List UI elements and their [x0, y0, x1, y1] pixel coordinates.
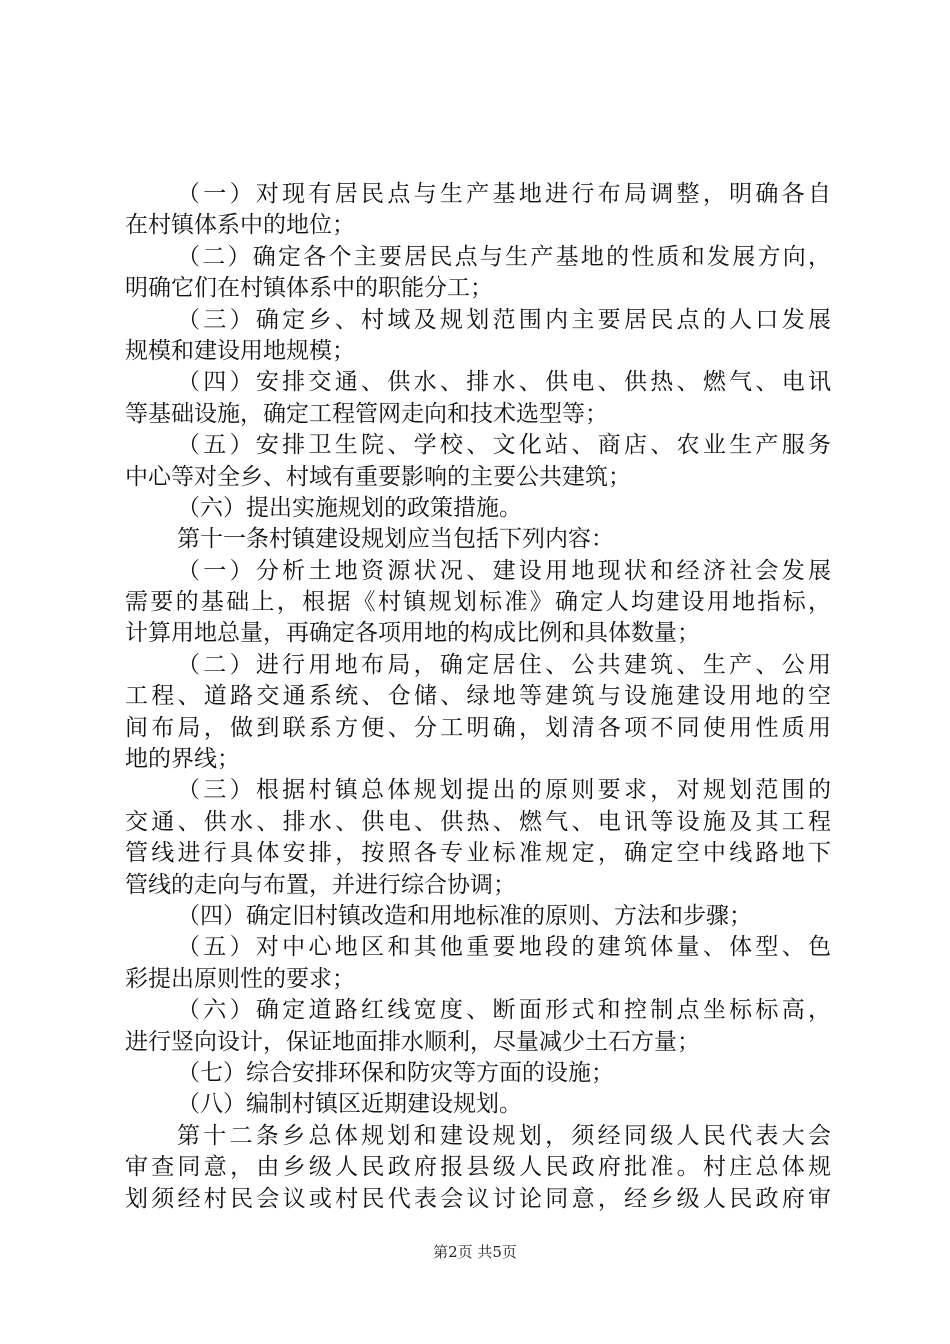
text-line: （三）根据村镇总体规划提出的原则要求，对规划范围的 — [177, 777, 831, 804]
paragraph — [125, 1058, 831, 1089]
text-line: 明确它们在村镇体系中的职能分工； — [125, 275, 493, 302]
text-line: 彩提出原则性的要求； — [125, 965, 355, 992]
text-line: 间布局，做到联系方便、分工明确，划清各项不同使用性质用 — [125, 714, 831, 741]
text-line: 第十二条乡总体规划和建设规划，须经同级人民代表大会 — [177, 1122, 831, 1149]
text-line: （五）对中心地区和其他重要地段的建筑体量、体型、色 — [177, 934, 831, 961]
text-line: （六）提出实施规划的政策措施。 — [177, 494, 522, 521]
document-body — [125, 179, 831, 1215]
paragraph — [125, 995, 831, 1058]
text-line: （四）安排交通、供水、排水、供电、供热、燃气、电讯 — [177, 369, 831, 396]
text-line: （一）分析土地资源状况、建设用地现状和经济社会发展 — [177, 557, 831, 584]
paragraph — [125, 556, 831, 650]
text-line: （六）确定道路红线宽度、断面形式和控制点坐标标高， — [177, 997, 831, 1024]
text-line: 交通、供水、排水、供电、供热、燃气、电讯等设施及其工程 — [125, 808, 831, 835]
text-line: （一）对现有居民点与生产基地进行布局调整，明确各自 — [177, 181, 831, 207]
paragraph — [125, 775, 831, 901]
text-line: 规模和建设用地规模； — [125, 337, 355, 364]
text-line: （二）确定各个主要居民点与生产基地的性质和发展方向， — [177, 243, 831, 270]
text-line: 等基础设施，确定工程管网走向和技术选型等； — [125, 400, 608, 427]
paragraph — [125, 1089, 831, 1120]
text-line: 进行竖向设计，保证地面排水顺利，尽量减少土石方量； — [125, 1028, 700, 1055]
paragraph — [125, 179, 831, 242]
text-line: （七）综合安排环保和防灾等方面的设施； — [177, 1059, 614, 1086]
text-line: （五）安排卫生院、学校、文化站、商店、农业生产服务 — [177, 432, 831, 459]
text-line: 审查同意，由乡级人民政府报县级人民政府批准。村庄总体规 — [125, 1154, 831, 1181]
text-line: 管线的走向与布置，并进行综合协调； — [125, 871, 516, 898]
text-line: 在村镇体系中的地位； — [125, 212, 355, 239]
text-line: （二）进行用地布局，确定居住、公共建筑、生产、公用 — [177, 651, 831, 678]
text-line: 中心等对全乡、村域有重要影响的主要公共建筑； — [125, 463, 631, 490]
paragraph — [125, 932, 831, 995]
page-footer: 第2页 共5页 — [433, 1243, 517, 1261]
paragraph — [125, 650, 831, 776]
text-line: （三）确定乡、村域及规划范围内主要居民点的人口发展 — [177, 306, 831, 333]
text-line: 需要的基础上，根据《村镇规划标准》确定人均建设用地指标， — [125, 589, 831, 616]
text-line: （四）确定旧村镇改造和用地标准的原则、方法和步骤； — [177, 902, 752, 929]
paragraph — [125, 430, 831, 493]
text-line: 第十一条村镇建设规划应当包括下列内容： — [177, 526, 614, 553]
paragraph — [125, 901, 831, 932]
text-line: 管线进行具体安排，按照各专业标准规定，确定空中线路地下 — [125, 840, 831, 867]
paragraph — [125, 524, 831, 555]
text-line: （八）编制村镇区近期建设规划。 — [177, 1091, 522, 1118]
text-line: 工程、道路交通系统、仓储、绿地等建筑与设施建设用地的空 — [125, 683, 831, 710]
text-line: 计算用地总量，再确定各项用地的构成比例和具体数量； — [125, 620, 700, 647]
paragraph — [125, 242, 831, 305]
paragraph — [125, 367, 831, 430]
paragraph — [125, 1121, 831, 1215]
paragraph — [125, 493, 831, 524]
paragraph — [125, 305, 831, 368]
text-line: 划须经村民会议或村民代表会议讨论同意，经乡级人民政府审 — [125, 1185, 831, 1212]
text-line: 地的界线； — [125, 746, 240, 773]
